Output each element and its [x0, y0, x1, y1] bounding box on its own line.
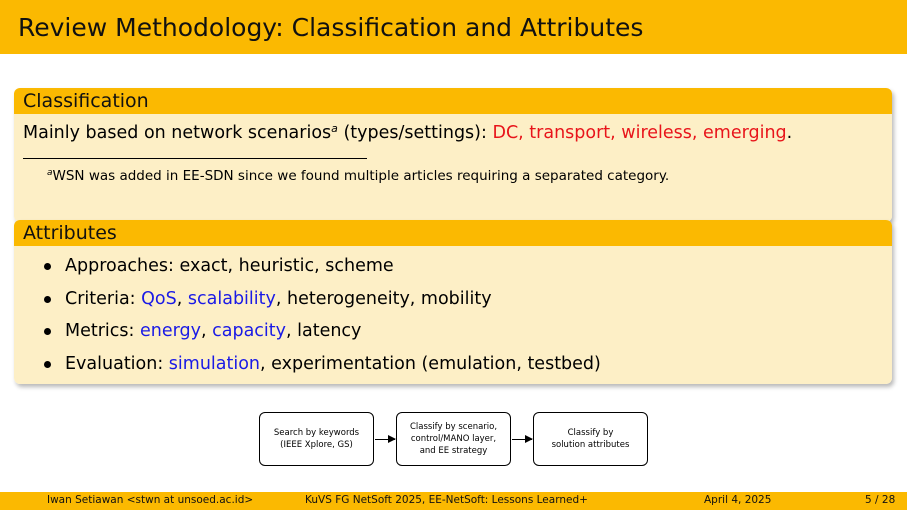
flow-step-text: control/MANO layer, [410, 434, 497, 444]
classification-middle: (types/settings): [337, 123, 493, 143]
flow-arrow-2 [512, 439, 532, 440]
attribute-sep: , [200, 321, 213, 341]
footer-event: KuVS FG NetSoft 2025, EE-NetSoft: Lessons Learned+ [305, 494, 588, 506]
classification-scenarios: DC, transport, wireless, emerging [492, 123, 787, 143]
attribute-highlight: QoS [141, 288, 177, 309]
flow-step-text: Search by keywords [273, 428, 360, 438]
footer-date: April 4, 2025 [704, 494, 772, 506]
flow-step-classify-scenario [396, 412, 511, 466]
attribute-label: Approaches: [65, 256, 180, 276]
slide-title: Review Methodology: Classification and Attributes [18, 13, 644, 42]
footnote-text: WSN was added in EE-SDN since we found multiple articles requiring a separated category. [52, 168, 670, 184]
classification-heading: Classification [23, 90, 149, 112]
attributes-heading: Attributes [23, 222, 117, 244]
attribute-highlight-2: scalability [187, 288, 276, 309]
footer-bar [0, 492, 907, 510]
flow-step-text: solution attributes [551, 440, 630, 450]
attribute-sep: , [176, 288, 188, 309]
attribute-rest: exact, heuristic, scheme [179, 256, 394, 276]
flow-arrow-1 [375, 439, 395, 440]
attribute-label: Criteria: [65, 288, 142, 309]
flow-step-text: and EE strategy [419, 446, 488, 456]
attribute-label: Metrics: [65, 321, 140, 341]
classification-suffix: . [786, 123, 793, 143]
attribute-label: Evaluation: [65, 353, 169, 374]
attribute-highlight: energy [139, 321, 201, 341]
footnote-marker: a [331, 122, 338, 135]
attribute-rest: , heterogeneity, mobility [275, 288, 492, 309]
attribute-highlight: simulation [168, 353, 261, 374]
footer-author: Iwan Setiawan <stwn at unsoed.ac.id> [47, 494, 254, 506]
attribute-rest: , experimentation (emulation, testbed) [260, 353, 601, 374]
flow-step-text: Classify by scenario, [409, 422, 498, 432]
classification-prefix: Mainly based on network scenarios [23, 123, 332, 143]
flow-step-classify-attributes [533, 412, 648, 466]
flow-step-text: Classify by [567, 428, 614, 438]
attribute-highlight-2: capacity [212, 321, 286, 341]
attribute-rest: , latency [286, 321, 362, 341]
flow-step-text: (IEEE Xplore, GS) [280, 440, 353, 450]
flow-step-search [259, 412, 374, 466]
footer-page-number: 5 / 28 [865, 494, 896, 506]
footnote-marker-small: a [47, 168, 53, 178]
